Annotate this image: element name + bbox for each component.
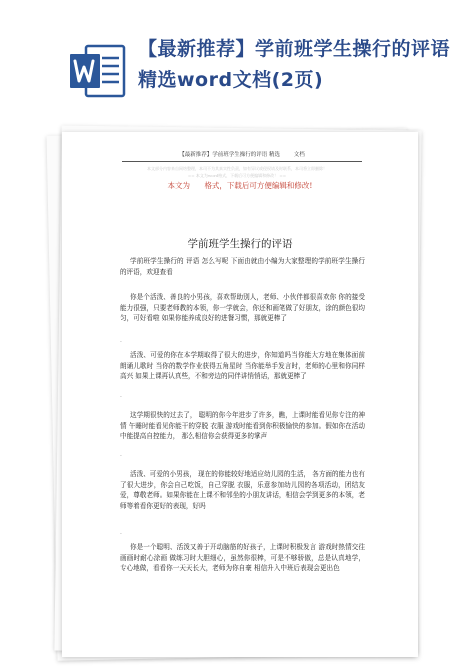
separator: . (120, 451, 122, 458)
paragraph: 活泼、可爱的小男孩， 现在的你能较好地适应幼儿园的生活， 各方面的能力也有了很大进步，你会自己吃饭，自己穿脱 衣服，乐意参加幼儿园的各项活动，团结友爱，尊敬老师。如果你能在上课不和邻坐的小朋友讲话，相信会学到更多的本领，老师等着看你更好的表现，好吗 (120, 470, 365, 510)
banner-header (0, 0, 474, 125)
format-note-left: 本文为 (167, 181, 191, 190)
running-header-right: 文档 (293, 152, 305, 158)
paragraph: 这学期很快的过去了， 聪明的你今年进步了许多，瞧，上课时能看见你专注的神情 午睡时能看见你能干的穿脱 衣服 游戏时能看到你积极愉快的参加。假如你在活动中能提高自控能力， 那么相信你会获得更多的掌声 (120, 411, 365, 441)
separator: . (120, 392, 122, 399)
document-page (62, 132, 418, 657)
paragraph: 活泼、可爱的你在本学期取得了很大的进步，你知道吗当你能大方地在集体面前朗诵儿歌时 当你的数学作业获得五角星时 当你能举手发言时，老师的心里和你同样高兴 如果上课再认真些，不和旁边的同伴讲悄悄话，那就更棒了 (120, 351, 365, 381)
paragraph: 你是个活泼、善良的小男孩，喜欢帮助别人，老师、小伙伴都很喜欢你 你的接受能力很强，只要老师教的本领，你一学就会，你还和画笔做了好朋友，涂的颜色很均匀，可好看啦 如果你能养成良好的进餐习惯，那就更棒了 (120, 293, 365, 323)
separator: . (120, 337, 122, 344)
format-note-right: 格式，下载后可方便编辑和修改! (204, 181, 313, 190)
page-title: 【最新推荐】学前班学生操行的评语精选word文档(2页) (138, 38, 451, 91)
document-title: 学前班学生操行的评语 (187, 238, 293, 250)
format-note (62, 180, 418, 191)
faint-disclaimer: 本文部分内容来自网络整理，本司不为其真实性负责，如有异议或侵权请及时联系，本司将立即删除！ (147, 166, 327, 171)
intro-paragraph: 学前班学生操行的 评语 怎么写呢 下面由就由小编为大家整理的学前班学生操行的评语，欢迎查看 (120, 257, 365, 276)
paragraph: 你是一个聪明、活泼又善于开动脑筋的好孩子，上课时积极发言 游戏时热情交往 画画时耐心涂画 做练习时大胆细心，虽然你很棒，可是不够骄傲，总是认真地学，专心地做，看看你一天天长大，老师为你自豪 相信升入中班后表现会更出色 (120, 543, 365, 573)
faint-disclaimer: == 本文为word格式，下载后可方便编辑和修改！ == (187, 173, 287, 178)
running-header-left: 【最新推荐】学前班学生操行的评语 精选 (179, 152, 280, 158)
running-header (122, 150, 362, 162)
separator: . (120, 529, 122, 536)
word-document-icon (68, 42, 128, 100)
